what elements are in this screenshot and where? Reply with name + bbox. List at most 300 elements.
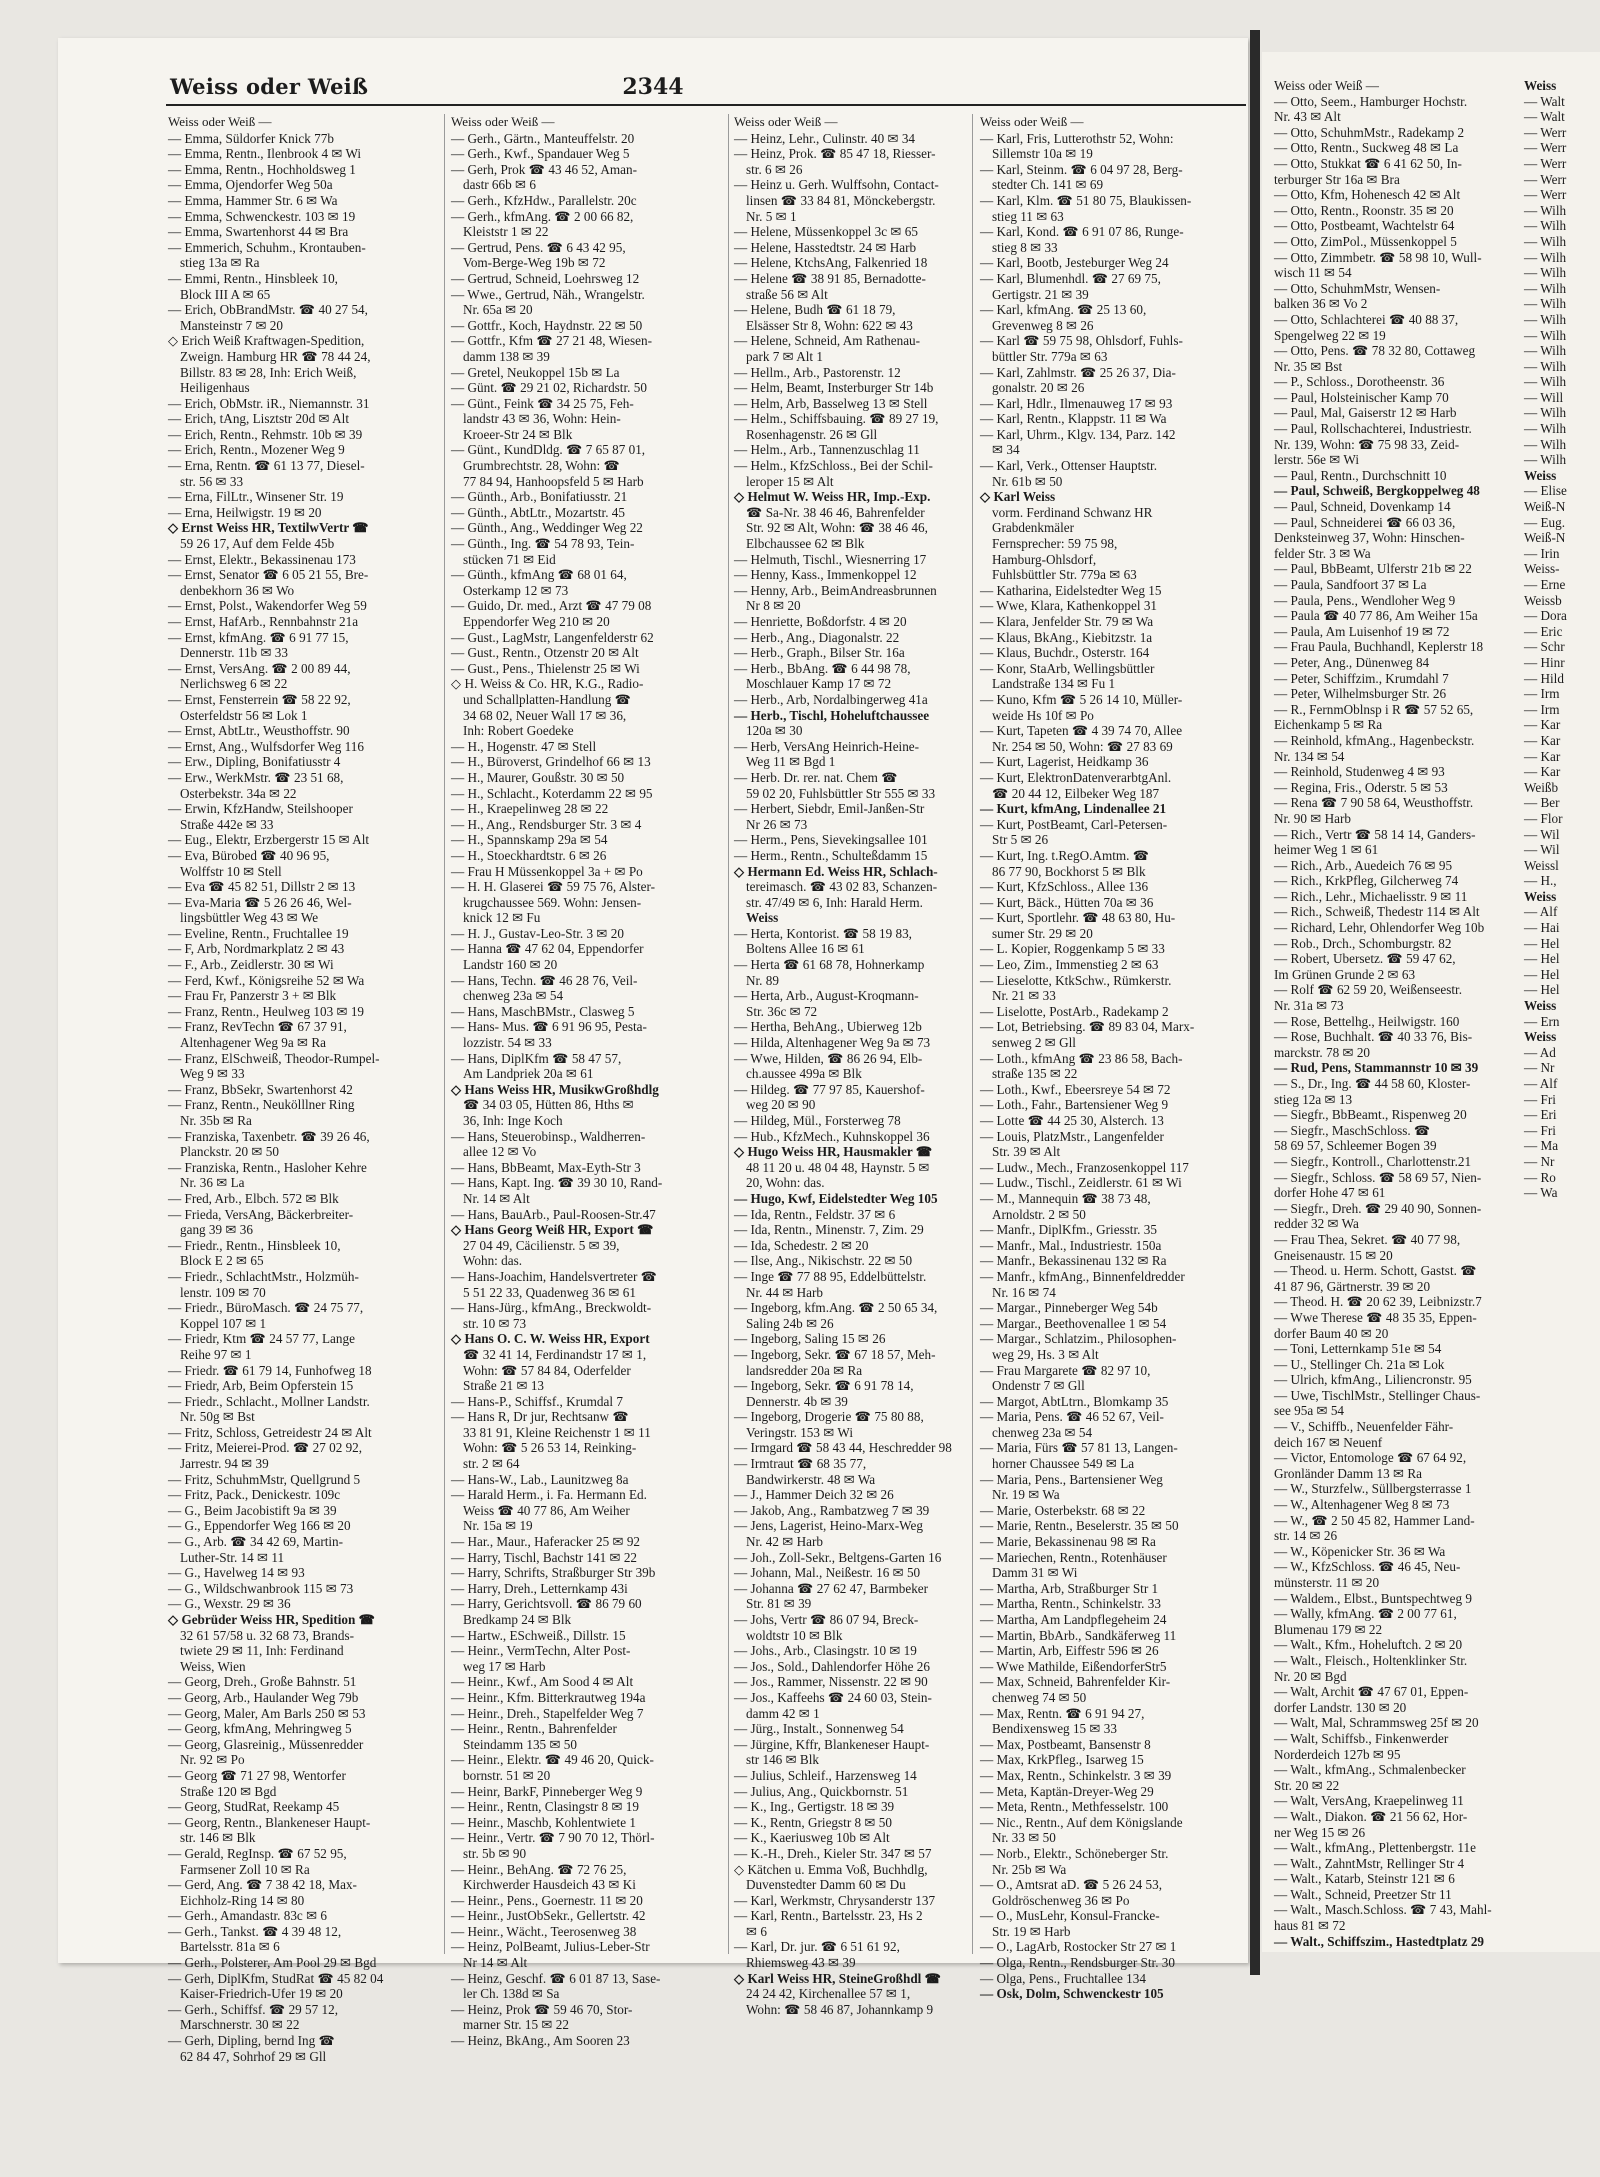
directory-entry-line: — Hinr [1524, 654, 1565, 670]
directory-entry-line: Weiss [1524, 78, 1557, 93]
directory-entry-line: — F., Arb., Zeidlerstr. 30 ✉ Wi [168, 957, 334, 973]
next-page-edge [1262, 52, 1600, 1952]
directory-entry-line: Nr. 90 ✉ Harb [1274, 810, 1351, 826]
directory-entry-line: Mansteinstr 7 ✉ 20 [180, 317, 283, 333]
directory-entry-line: marner Str. 15 ✉ 22 [463, 2017, 569, 2033]
directory-entry-line: — Kurt, Ing. t.RegO.Amtm. ☎ [980, 847, 1150, 863]
directory-entry-line: — Eveline, Rentn., Fruchtallee 19 [168, 925, 349, 941]
directory-entry-line: — Emmerich, Schuhm., Krontauben- [168, 239, 366, 255]
directory-entry-line: — Hans-W., Lab., Launitzweg 8a [451, 1471, 629, 1487]
directory-entry-line: chenweg 74 ✉ 50 [992, 1689, 1087, 1705]
directory-entry-line: Weg 9 ✉ 33 [180, 1066, 245, 1082]
directory-entry-line: — Wa [1524, 1185, 1558, 1201]
column-divider [444, 114, 445, 1954]
directory-entry-line: — Lot, Betriebsing. ☎ 89 83 04, Marx- [980, 1019, 1195, 1035]
directory-entry-line: Goldröschenweg 36 ✉ Po [992, 1892, 1130, 1908]
directory-entry-line: Gertigstr. 21 ✉ 39 [992, 286, 1089, 302]
directory-entry-line: — H. H. Glaserei ☎ 59 75 76, Alster- [451, 879, 656, 895]
directory-entry-line: — Otto, Rentn., Roonstr. 35 ✉ 20 [1274, 202, 1454, 218]
directory-entry-line: — Walt [1524, 93, 1565, 109]
directory-entry-line: — Meta, Kaptän-Dreyer-Weg 29 [980, 1783, 1154, 1799]
directory-entry-line: — Erich, ObBrandMstr. ☎ 40 27 54, [168, 302, 368, 318]
directory-entry-line: ◇ Ernst Weiss HR, TextilwVertr ☎ [168, 520, 369, 536]
directory-entry-line: — Heinr., BehAng. ☎ 72 76 25, [451, 1861, 627, 1877]
directory-entry-line: Weissb [1524, 592, 1562, 608]
directory-entry-line: Wohn: ☎ 5 26 53 14, Reinking- [463, 1440, 637, 1456]
directory-entry-line: — Franz, ElSchweiß, Theodor-Rumpel- [168, 1050, 380, 1066]
directory-entry-line: — K., Kaeriusweg 10b ✉ Alt [734, 1830, 890, 1846]
directory-entry-line: — Wilh [1524, 218, 1567, 234]
directory-entry-line: Grevenweg 8 ✉ 26 [992, 317, 1094, 333]
directory-entry-line: — Paul, Mal, Gaiserstr 12 ✉ Harb [1274, 405, 1457, 421]
directory-entry-line: str. 146 ✉ Blk [180, 1830, 256, 1846]
directory-entry-line: ◇ Hans Weiss HR, MusikwGroßhdlg [451, 1081, 659, 1097]
directory-entry-line: — Julius, Schleif., Harzensweg 14 [734, 1767, 917, 1783]
directory-entry-line: — Wilh [1524, 311, 1567, 327]
directory-entry-line: — Hel [1524, 966, 1560, 982]
directory-entry-line: — Wilh [1524, 405, 1567, 421]
directory-entry-line: — Har., Maur., Haferacker 25 ✉ 92 [451, 1534, 641, 1550]
column-3 [734, 114, 1002, 2017]
directory-entry-line: — G., Arb. ☎ 34 42 69, Martin- [168, 1534, 344, 1550]
directory-entry-line: — Otto, Schlachterei ☎ 40 88 37, [1274, 311, 1459, 327]
directory-entry-line: Nr. 254 ✉ 50, Wohn: ☎ 27 83 69 [992, 738, 1173, 754]
directory-entry-line: — Gerh, DiplKfm, StudRat ☎ 45 82 04 [168, 1970, 384, 1986]
directory-entry-line: — Heinr., Pens., Goernestr. 11 ✉ 20 [451, 1892, 643, 1908]
directory-entry-line: — Kar [1524, 748, 1561, 764]
directory-entry-line: Inh: Robert Goedeke [463, 723, 574, 739]
directory-entry-line: straße 135 ✉ 22 [992, 1066, 1078, 1082]
directory-entry-line: — Ingeborg, Sekr. ☎ 6 91 78 14, [734, 1378, 914, 1394]
directory-entry-line: — Wilh [1524, 374, 1567, 390]
directory-entry-line: — Helmuth, Tischl., Wiesnerring 17 [734, 551, 927, 567]
directory-entry-line: — Wally, kfmAng. ☎ 2 00 77 61, [1274, 1606, 1457, 1622]
directory-entry-line: lenstr. 109 ✉ 70 [180, 1284, 266, 1300]
directory-entry-line: — Rich., Arb., Auedeich 76 ✉ 95 [1274, 857, 1453, 873]
directory-entry-line: 20, Wohn: das. [746, 1175, 825, 1191]
directory-entry-line: — Klaus, Buchdr., Osterstr. 164 [980, 645, 1150, 661]
directory-entry-line: Damm 31 ✉ Wi [992, 1565, 1078, 1581]
directory-entry-line: — Paul, Holsteinischer Kamp 70 [1274, 389, 1449, 405]
directory-entry-line: — Kurt, ElektronDatenverarbtgAnl. [980, 769, 1172, 785]
directory-entry-line: — Harry, Dreh., Letternkamp 43i [451, 1580, 628, 1596]
directory-entry-line: Boltens Allee 16 ✉ 61 [746, 941, 865, 957]
directory-entry-line: Billstr. 83 ✉ 28, Inh: Erich Weiß, [180, 364, 357, 380]
directory-entry-line: — Will [1524, 389, 1564, 405]
directory-entry-line: — Hans, BauArb., Paul-Roosen-Str.47 [451, 1206, 656, 1222]
directory-entry-line: krugchaussee 569. Wohn: Jensen- [463, 894, 642, 910]
directory-entry-line: — Martha, Rentn., Schinkelstr. 33 [980, 1596, 1161, 1612]
directory-entry-line: — Heinr., Rentn., Bahrenfelder [451, 1721, 617, 1737]
directory-entry-line: — Klaus, BkAng., Kiebitzstr. 1a [980, 629, 1153, 645]
directory-entry-line: — Erna, FilLtr., Winsener Str. 19 [168, 489, 344, 505]
directory-entry-line: — Martin, BbArb., Sandkäferweg 11 [980, 1627, 1177, 1643]
directory-entry-line: — Georg, kfmAng, Mehringweg 5 [168, 1721, 352, 1737]
directory-entry-line: — Ernst, Fensterrein ☎ 58 22 92, [168, 691, 351, 707]
directory-entry-line: Kirchwerder Hausdeich 43 ✉ Ki [463, 1877, 636, 1893]
directory-entry-line: ◇ Karl Weiss HR, SteineGroßhdl ☎ [734, 1970, 942, 1986]
directory-entry-line: — Emma, Rentn., Ilenbrook 4 ✉ Wi [168, 146, 362, 162]
directory-entry-line: — Georg ☎ 71 27 98, Wentorfer [168, 1767, 346, 1783]
directory-entry-line: — Wwe., Gertrud, Näh., Wrangelstr. [451, 286, 645, 302]
directory-entry-line: stieg 8 ✉ 33 [992, 239, 1058, 255]
directory-entry-line: Nr. 21 ✉ 33 [992, 988, 1056, 1004]
directory-entry-line: — O., MusLehr, Konsul-Francke- [980, 1908, 1160, 1924]
directory-entry-line: 59 26 17, Auf dem Felde 45b [180, 536, 335, 552]
directory-entry-line: stedter Ch. 141 ✉ 69 [992, 177, 1104, 193]
directory-entry-line: — Wil [1524, 842, 1560, 858]
directory-entry-line: — Rich., KrkPfleg, Gilcherweg 74 [1274, 873, 1459, 889]
directory-entry-line: — Reinhold, Studenweg 4 ✉ 93 [1274, 764, 1445, 780]
header-rule [166, 104, 1246, 106]
directory-entry-line: chenweg 23a ✉ 54 [992, 1424, 1093, 1440]
directory-entry-line: — Ber [1524, 795, 1560, 811]
directory-entry-line: — Erna, Heilwigstr. 19 ✉ 20 [168, 504, 322, 520]
directory-entry-line: — Johs, Vertr ☎ 86 07 94, Breck- [734, 1612, 919, 1627]
directory-entry-line: Nr. 50g ✉ Bst [180, 1409, 255, 1425]
directory-entry-line: ◇ Karl Weiss [980, 489, 1056, 505]
directory-entry-line: — Rud, Pens, Stammannstr 10 ✉ 39 [1274, 1060, 1479, 1076]
directory-entry-line: woldtstr 10 ✉ Blk [746, 1627, 843, 1643]
directory-entry-line: str. 2 ✉ 64 [463, 1456, 520, 1472]
directory-entry-line: — Herta, Kontorist. ☎ 58 19 83, [734, 925, 912, 941]
directory-entry-line: Denksteinweg 37, Wohn: Hinschen- [1274, 530, 1465, 546]
directory-entry-line: 33 81 91, Kleine Reichenstr 1 ✉ 11 [463, 1424, 651, 1440]
directory-entry-line: — Gottfr., Koch, Haydnstr. 22 ✉ 50 [451, 317, 643, 333]
directory-entry-line: Elsässer Str 8, Wohn: 622 ✉ 43 [746, 317, 913, 333]
directory-entry-line: Bendixensweg 15 ✉ 33 [992, 1721, 1117, 1737]
directory-entry-line: — Erw., WerkMstr. ☎ 23 51 68, [168, 769, 344, 785]
directory-entry-line: — Georg, Rentn., Blankeneser Haupt- [168, 1814, 371, 1830]
directory-entry-line: — Heinr., Elektr. ☎ 49 46 20, Quick- [451, 1752, 654, 1768]
directory-entry-line: — Margot, AbtLtrn., Blomkamp 35 [980, 1393, 1169, 1409]
directory-entry-line: Weg 11 ✉ Bgd 1 [746, 754, 836, 770]
directory-entry-line: — S., Dr., Ing. ☎ 44 58 60, Kloster- [1274, 1076, 1471, 1091]
directory-entry-line: — Ingeborg, Drogerie ☎ 75 80 88, [734, 1409, 924, 1425]
directory-entry-line: Planckstr. 20 ✉ 50 [180, 1144, 279, 1160]
directory-entry-line: Weiss [1524, 888, 1557, 904]
directory-entry-line: — Emma, Rentn., Hochholdsweg 1 [168, 161, 356, 177]
directory-entry-line: — Karl, Bootb, Jesteburger Weg 24 [980, 255, 1169, 271]
directory-entry-line: — Ernst, HafArb., Rennbahnstr 21a [168, 614, 359, 629]
directory-entry-line: Landstraße 134 ✉ Fu 1 [992, 676, 1116, 692]
book-gutter [1250, 30, 1260, 1975]
directory-entry-line: — Fritz, Schloss, Getreidestr 24 ✉ Alt [168, 1424, 372, 1440]
directory-entry-line: Nr. 25b ✉ Wa [992, 1861, 1067, 1877]
directory-entry-line: — Eva-Maria ☎ 5 26 26 46, Wel- [168, 894, 352, 910]
directory-entry-line: — Otto, Kfm, Hohenesch 42 ✉ Alt [1274, 187, 1461, 203]
directory-entry-line: — O., Amtsrat aD. ☎ 5 26 24 53, [980, 1877, 1162, 1893]
directory-entry-line: — Walt, Archit ☎ 47 67 01, Eppen- [1274, 1684, 1469, 1700]
directory-entry-line: — Johanna ☎ 27 62 47, Barmbeker [734, 1580, 929, 1596]
directory-entry-line: Arnoldstr. 2 ✉ 50 [992, 1206, 1086, 1222]
directory-entry-line: — Max, Schneid, Bahrenfelder Kir- [980, 1674, 1171, 1690]
directory-entry-line: — Heinr., Wächt., Teerosenweg 38 [451, 1923, 637, 1939]
directory-entry-line: — Kar [1524, 717, 1561, 733]
directory-entry-line: Bandwirkerstr. 48 ✉ Wa [746, 1471, 876, 1487]
directory-entry-line: — Max, Postbeamt, Bansenstr 8 [980, 1736, 1151, 1752]
directory-entry-line: — Karl, Hdlr., Ilmenauweg 17 ✉ 93 [980, 395, 1173, 411]
directory-entry-line: — Walt., kfmAng., Schmalenbecker [1274, 1762, 1466, 1778]
directory-entry-line: — Katharina, Eidelstedter Weg 15 [980, 582, 1162, 598]
directory-entry-line: gonalstr. 20 ✉ 26 [992, 380, 1085, 396]
directory-entry-line: — Herm., Rentn., Schulteßdamm 15 [734, 847, 928, 863]
directory-entry-line: — H., Maurer, Goußstr. 30 ✉ 50 [451, 769, 625, 785]
directory-entry-line: — Franz, BbSekr, Swartenhorst 42 [168, 1081, 353, 1097]
directory-entry-line: — Eug., Elektr, Erzbergerstr 15 ✉ Alt [168, 832, 370, 848]
directory-entry-line: — Manfr., Bekassinenau 132 ✉ Ra [980, 1253, 1167, 1269]
directory-entry-line: — Hans, Techn. ☎ 46 28 76, Veil- [451, 972, 638, 988]
directory-entry-line: — Frau Fr, Panzerstr 3 + ✉ Blk [168, 988, 337, 1004]
directory-entry-line: — Herb. Dr. rer. nat. Chem ☎ [734, 769, 898, 785]
directory-entry-line: — Helene, Müssenkoppel 3c ✉ 65 [734, 224, 918, 240]
directory-entry-line: — W., Köpenicker Str. 36 ✉ Wa [1274, 1543, 1446, 1559]
directory-entry-line: Nr. 92 ✉ Po [180, 1752, 245, 1768]
directory-entry-line: — Ferd, Kwf., Königsreihe 52 ✉ Wa [168, 972, 365, 988]
directory-entry-line: — G., Wildschwanbrook 115 ✉ 73 [168, 1580, 354, 1596]
directory-entry-line: Grumbrechtstr. 28, Wohn: ☎ [463, 458, 620, 474]
directory-entry-line: Nr. 16 ✉ 74 [992, 1284, 1056, 1300]
directory-entry-line: — Kurt, kfmAng, Lindenallee 21 [980, 801, 1167, 817]
directory-entry-line: — R., FernmOblnsp i R ☎ 57 52 65, [1274, 701, 1474, 717]
directory-entry-line: — Ma [1524, 1138, 1559, 1154]
directory-entry-line: — Walt., Schiffszim., Hastedtplatz 29 [1274, 1933, 1485, 1949]
directory-entry-line: — Manfr., Mal., Industriestr. 150a [980, 1237, 1162, 1253]
directory-entry-line: Str. 81 ✉ 39 [746, 1596, 812, 1612]
directory-entry-line: — Ernst, Polst., Wakendorfer Weg 59 [168, 598, 367, 614]
directory-entry-line: — Manfr., DiplKfm., Griesstr. 35 [980, 1222, 1157, 1238]
directory-entry-line: — Karl, Blumenhdl. ☎ 27 69 75, [980, 270, 1161, 286]
directory-entry-line: — U., Stellinger Ch. 21a ✉ Lok [1274, 1356, 1445, 1372]
directory-entry-line: — Walt, Mal, Schrammsweg 25f ✉ 20 [1274, 1715, 1479, 1731]
directory-entry-line: Block E 2 ✉ 65 [180, 1253, 264, 1269]
directory-entry-line: — Paula, Sandfoort 37 ✉ La [1274, 577, 1427, 592]
directory-entry-line: — Georg, StudRat, Reekamp 45 [168, 1799, 340, 1815]
directory-entry-line: — Werr [1524, 155, 1567, 171]
directory-entry-line: ◇ H. Weiss & Co. HR, K.G., Radio- [451, 676, 644, 692]
directory-entry-line: Norderdeich 127b ✉ 95 [1274, 1746, 1401, 1762]
directory-entry-line: — Manfr., kfmAng., Binnenfeldredder [980, 1268, 1185, 1284]
directory-entry-line: — Klara, Jenfelder Str. 79 ✉ Wa [980, 614, 1154, 629]
directory-entry-line: 5 51 22 33, Quadenweg 36 ✉ 61 [463, 1284, 636, 1300]
directory-entry-line: — Georg, Dreh., Große Bahnstr. 51 [168, 1674, 357, 1690]
directory-entry-line: — Jürg., Instalt., Sonnenweg 54 [734, 1721, 904, 1737]
directory-entry-line: Nr 8 ✉ 20 [746, 598, 801, 614]
directory-entry-line: — Karl ☎ 59 75 98, Ohlsdorf, Fuhls- [980, 333, 1183, 349]
directory-entry-line: — Fritz, Meierei-Prod. ☎ 27 02 92, [168, 1440, 363, 1456]
directory-entry-line: Weiss oder Weiß — [1274, 78, 1379, 93]
directory-entry-line: — Martha, Arb, Straßburger Str 1 [980, 1580, 1159, 1596]
directory-page [58, 38, 1248, 2064]
directory-entry-line: — Eva, Bürobed ☎ 40 96 95, [168, 847, 330, 863]
directory-entry-line: Nr 26 ✉ 73 [746, 816, 808, 832]
directory-entry-line: Nr. 35 ✉ Bst [1274, 358, 1343, 374]
directory-entry-line: — Osk, Dolm, Schwenckestr 105 [980, 1986, 1164, 2002]
directory-entry-line: — Otto, Zimmbetr. ☎ 58 98 10, Wull- [1274, 249, 1482, 265]
directory-entry-line: — Eug. [1524, 514, 1566, 530]
directory-entry-line: — Paul, Schneiderei ☎ 66 03 36, [1274, 514, 1456, 530]
directory-entry-line: — Ida, Rentn., Feldstr. 37 ✉ 6 [734, 1206, 896, 1222]
directory-entry-line: — Margar., Beethovenallee 1 ✉ 54 [980, 1315, 1167, 1331]
directory-entry-line: — Wilh [1524, 265, 1567, 281]
directory-entry-line: — Hel [1524, 982, 1560, 998]
directory-entry-line: — Harry, Gerichtsvoll. ☎ 86 79 60 [451, 1596, 642, 1612]
directory-entry-line: — W., KfzSchloss. ☎ 46 45, Neu- [1274, 1559, 1461, 1575]
directory-entry-line: — Victor, Entomologe ☎ 67 64 92, [1274, 1450, 1467, 1466]
directory-entry-line: denbekhorn 36 ✉ Wo [180, 582, 295, 598]
directory-entry-line: ◇ Hugo Weiss HR, Hausmakler ☎ [734, 1144, 933, 1160]
directory-entry-line: — Herb., Ang., Diagonalstr. 22 [734, 629, 900, 645]
directory-entry-line: — Frau Thea, Sekret. ☎ 40 77 98, [1274, 1231, 1461, 1247]
directory-entry-line: — Richard, Lehr, Ohlendorfer Weg 10b [1274, 920, 1485, 936]
directory-entry-line: — Ro [1524, 1169, 1556, 1185]
directory-entry-line: str. 6 ✉ 26 [746, 161, 803, 177]
directory-entry-line: — P., Schloss., Dorotheenstr. 36 [1274, 374, 1445, 390]
directory-entry-line: — Irm [1524, 701, 1560, 717]
directory-entry-line: gang 39 ✉ 36 [180, 1222, 253, 1238]
directory-entry-line: — Gerh., KfzHdw., Parallelstr. 20c [451, 192, 637, 208]
directory-entry-line: Landstr 160 ✉ 20 [463, 957, 558, 973]
directory-entry-line: — Flor [1524, 810, 1563, 826]
directory-entry-line: — Siegfr., BbBeamt., Rispenweg 20 [1274, 1107, 1467, 1123]
directory-entry-line: — Otto, Seem., Hamburger Hochstr. [1274, 93, 1468, 109]
directory-entry-line: — Irmgard ☎ 58 43 44, Heschredder 98 [734, 1440, 952, 1456]
directory-entry-line: — Hellm., Arb., Pastorenstr. 12 [734, 364, 901, 380]
directory-entry-line: — Gerh., Amandastr. 83c ✉ 6 [168, 1908, 328, 1924]
directory-entry-line: Str. 92 ✉ Alt, Wohn: ☎ 38 46 46, [746, 520, 928, 536]
directory-entry-line: — Wilh [1524, 421, 1567, 437]
directory-entry-line: Vom-Berge-Weg 19b ✉ 72 [463, 255, 606, 271]
directory-entry-line: — Margar., Pinneberger Weg 54b [980, 1300, 1158, 1316]
directory-entry-line: — Günth., Ang., Weddinger Weg 22 [451, 520, 643, 536]
directory-entry-line: — G., Wexstr. 29 ✉ 36 [168, 1596, 291, 1612]
directory-entry-line: ✉ 6 [746, 1923, 767, 1939]
directory-entry-line: Nr. 36 ✉ La [180, 1175, 245, 1191]
column-heading: Weiss oder Weiß — [451, 114, 555, 129]
directory-entry-line: — Karl, Werkmstr, Chrysanderstr 137 [734, 1892, 936, 1908]
directory-entry-line: — Wwe Therese ☎ 48 35 35, Eppen- [1274, 1309, 1477, 1325]
directory-entry-line: — H. J., Gustav-Leo-Str. 3 ✉ 20 [451, 925, 624, 941]
directory-entry-line: — H., Ang., Rendsburger Str. 3 ✉ 4 [451, 816, 642, 832]
directory-entry-line: — Elise [1524, 483, 1567, 499]
directory-entry-line: — Toni, Letternkamp 51e ✉ 54 [1274, 1341, 1442, 1357]
directory-entry-line: see 95a ✉ 54 [1274, 1403, 1345, 1419]
directory-entry-line: — L. Kopier, Roggenkamp 5 ✉ 33 [980, 941, 1165, 957]
directory-entry-line: 32 61 57/58 u. 32 68 73, Brands- [180, 1627, 354, 1643]
directory-entry-line: — Nr [1524, 1060, 1555, 1076]
directory-entry-line: — Günth., Ing. ☎ 54 78 93, Tein- [451, 536, 635, 552]
directory-entry-line: Altenhagener Weg 9a ✉ Ra [180, 1035, 326, 1051]
directory-entry-line: — Gerh., kfmAng. ☎ 2 00 66 82, [451, 208, 634, 224]
directory-entry-line: — Gerald, RegInsp. ☎ 67 52 95, [168, 1845, 347, 1861]
directory-entry-line: — Hugo, Kwf, Eidelstedter Weg 105 [734, 1190, 938, 1206]
directory-entry-line: Weiss ☎ 40 77 86, Am Weiher [463, 1502, 630, 1518]
directory-entry-line: — Heinz, Prok ☎ 59 46 70, Stor- [451, 2001, 633, 2017]
directory-entry-line: — Karl, Rentn., Bartelsstr. 23, Hs 2 [734, 1908, 923, 1924]
directory-entry-line: — Emma, Ojendorfer Weg 50a [168, 177, 333, 193]
directory-entry-line: str. 5b ✉ 90 [463, 1845, 527, 1861]
directory-entry-line: stieg 11 ✉ 63 [992, 208, 1064, 224]
directory-entry-line: heimer Weg 1 ✉ 61 [1274, 842, 1379, 858]
directory-entry-line: chenweg 23a ✉ 54 [463, 988, 564, 1004]
directory-entry-line: — Jos., Rammer, Nissenstr. 22 ✉ 90 [734, 1674, 928, 1690]
directory-entry-line: — Hild [1524, 670, 1564, 686]
directory-entry-line: — Heinr., VermTechn, Alter Post- [451, 1643, 631, 1659]
directory-entry-line: wisch 11 ✉ 54 [1274, 265, 1352, 281]
directory-entry-line: Nr. 20 ✉ Bgd [1274, 1668, 1347, 1684]
directory-entry-line: — Jens, Lagerist, Heino-Marx-Weg [734, 1518, 924, 1534]
directory-entry-line: Str 5 ✉ 26 [992, 832, 1049, 848]
directory-entry-line: — Helm., Schiffsbauing. ☎ 89 27 19, [734, 411, 939, 427]
directory-entry-line: weide Hs 10f ✉ Po [992, 707, 1094, 723]
directory-entry-line: Grabdenkmäler [992, 520, 1075, 536]
directory-entry-line: — Helm., KfzSchloss., Bei der Schil- [734, 458, 933, 474]
directory-entry-line: — Johs., Arb., Clasingstr. 10 ✉ 19 [734, 1643, 917, 1659]
directory-entry-line: — Alf [1524, 904, 1558, 920]
directory-entry-line: Heiligenhaus [180, 380, 250, 396]
directory-entry-line: lerstr. 56e ✉ Wi [1274, 452, 1359, 468]
directory-entry-line: — O., LagArb, Rostocker Str 27 ✉ 1 [980, 1939, 1177, 1955]
directory-entry-line: — Hel [1524, 951, 1560, 967]
directory-entry-line: Eppendorfer Weg 210 ✉ 20 [463, 614, 610, 629]
directory-entry-line: sumer Str. 29 ✉ 20 [992, 925, 1093, 941]
directory-entry-line: Weissl [1524, 857, 1559, 873]
directory-entry-line: Nr. 134 ✉ 54 [1274, 748, 1345, 764]
directory-entry-line: ◇ Gebrüder Weiss HR, Spedition ☎ [168, 1612, 376, 1627]
directory-entry-line: tereimasch. ☎ 43 02 83, Schanzen- [746, 879, 938, 895]
directory-entry-line: — Hildeg. ☎ 77 97 85, Kauershof- [734, 1081, 925, 1097]
directory-entry-line: — Max, Rentn., Schinkelstr. 3 ✉ 39 [980, 1767, 1172, 1783]
directory-entry-line: — Otto, Rentn., Suckweg 48 ✉ La [1274, 140, 1459, 156]
directory-entry-line: — Waldem., Elbst., Buntspechtweg 9 [1274, 1590, 1472, 1606]
directory-entry-line: Rosenhagenstr. 26 ✉ Gll [746, 426, 878, 442]
directory-entry-line: Str. 39 ✉ Alt [992, 1144, 1061, 1160]
directory-entry-line: senweg 2 ✉ Gll [992, 1035, 1076, 1051]
directory-entry-line: — Hildeg, Mül., Forsterweg 78 [734, 1113, 901, 1128]
directory-entry-line: — Harry, Tischl, Bachstr 141 ✉ 22 [451, 1549, 638, 1565]
directory-entry-line: — Reinhold, kfmAng., Hagenbeckstr. [1274, 732, 1475, 748]
directory-entry-line: — H., Kraepelinweg 28 ✉ 22 [451, 801, 609, 817]
column-heading: Weiss oder Weiß — [734, 114, 838, 129]
directory-entry-line: Gronländer Damm 13 ✉ Ra [1274, 1465, 1423, 1481]
directory-entry-line: — Fri [1524, 1122, 1556, 1138]
directory-entry-line: — Georg, Glasreinig., Müssenredder [168, 1736, 364, 1752]
directory-entry-line: — Emmi, Rentn., Hinsbleek 10, [168, 270, 338, 286]
directory-entry-line: — Rose, Buchhalt. ☎ 40 33 76, Bis- [1274, 1029, 1473, 1045]
directory-entry-line: — Wilh [1524, 343, 1567, 359]
directory-entry-line: Straße 120 ✉ Bgd [180, 1783, 277, 1799]
directory-entry-line: — Ingeborg, Saling 15 ✉ 26 [734, 1331, 886, 1347]
column-heading: Weiss oder Weiß — [168, 114, 272, 129]
directory-entry-line: Kroeer-Str 24 ✉ Blk [463, 426, 573, 442]
directory-entry-line: — H., Schlacht., Koterdamm 22 ✉ 95 [451, 785, 653, 801]
directory-entry-line: — Eric [1524, 623, 1563, 639]
directory-entry-line: — Wil [1524, 826, 1560, 842]
directory-entry-line: Luther-Str. 14 ✉ 11 [180, 1549, 285, 1565]
directory-entry-line: — Emma, Schwenckestr. 103 ✉ 19 [168, 208, 356, 224]
directory-entry-line: — W., Sturzfelw., Süllbergsterrasse 1 [1274, 1481, 1472, 1497]
directory-entry-line: Weißb [1524, 779, 1559, 795]
directory-entry-line: — Walt., ZahntMstr, Rellinger Str 4 [1274, 1855, 1465, 1871]
directory-entry-line: park 7 ✉ Alt 1 [746, 348, 823, 364]
directory-entry-line: Hamburg-Ohlsdorf, [992, 551, 1097, 567]
directory-entry-line: — Ilse, Ang., Nikischstr. 22 ✉ 50 [734, 1253, 913, 1269]
directory-entry-line: — Helene, Budh ☎ 61 18 79, [734, 302, 896, 318]
directory-entry-line: 62 84 47, Sohrhof 29 ✉ Gll [180, 2048, 327, 2064]
directory-entry-line: stücken 71 ✉ Eid [463, 551, 556, 567]
directory-entry-line: — Marie, Osterbekstr. 68 ✉ 22 [980, 1502, 1146, 1518]
directory-entry-line: Wohn: das. [463, 1253, 523, 1269]
